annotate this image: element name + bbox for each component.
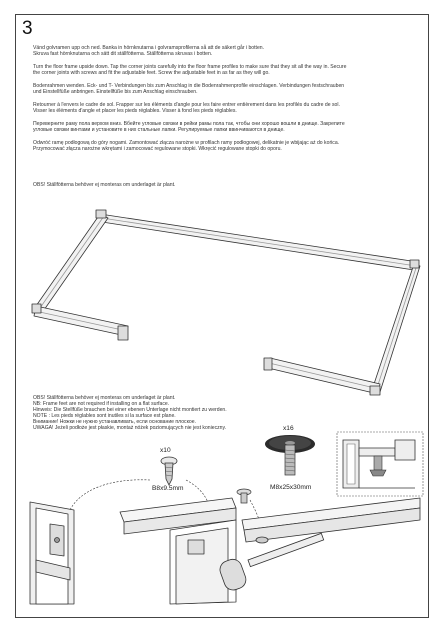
note-de: Hinweis: Die Stellfüße brauchen bei einer ebenen Unterlage nicht montiert zu werden. bbox=[33, 407, 227, 413]
note-en: NB: Frame feet are not required if installing on a flat surface. bbox=[33, 401, 170, 407]
note-ru: Внимание! Ножки не нужно устанавливать, если основание плоское. bbox=[33, 419, 196, 425]
paragraph-ru: Переверните раму пола верхом вниз. Вбейте угловые связки в рейки рамы пола так, чтобы они хорошо вошли в днище. Закрепите угловые связки винтами и установите в них стальные лапки. Регулируемые лапки ввинчиваются в днище. bbox=[33, 121, 345, 134]
paragraph-en: Turn the floor frame upside down. Tap the corner joints carefully into the floor frame profiles to make sure that they sit all the way in. Secure the corner joints with screws and fit the adjustable feet. Screw the adjustable feet in as far as they will go. bbox=[33, 64, 347, 77]
paragraph-sv: Vänd golvramen upp och ned. Banka in hörnknutarna i golvramsprofilerna så att de säkert går i botten. Skruva fast hörnknutarna och sätt dit ställfötterna. Ställfötterna skruvas i botten. bbox=[33, 45, 265, 58]
screw-size: B8x9.5mm bbox=[152, 485, 184, 492]
screw-quantity: x10 bbox=[160, 447, 171, 454]
paragraph-pl: Odwróć ramę podłogową do góry nogami. Zamontować złącza narożne w profilach ramy podłogowej, delikatnie je wbijając aż do końca. Przymocować złącza narożne wkrętami i zamocować regulowane stopki. Wkręcić regulowane stopki do oporu. bbox=[33, 140, 340, 153]
foot-size: M8x25x30mm bbox=[270, 484, 312, 491]
note-sv: OBS! Ställfötterna behöver ej monteras om underlaget är plant. bbox=[33, 395, 176, 401]
paragraph-de: Bodenrahmen wenden. Eck- und T- Verbindungen bis zum Anschlag in die Bodenrahmenprofile einschlagen. Verbindungen festschrauben und Einstellfüße anbringen. Einstellfüße bis zum Anschlag einschrauben. bbox=[33, 83, 345, 96]
note-pl: UWAGA! Jeżeli podłoże jest płaskie, montaż nóżek poziomujących nie jest konieczny. bbox=[33, 425, 227, 431]
step-number: 3 bbox=[22, 18, 33, 39]
foot-quantity: x16 bbox=[283, 425, 294, 432]
obs-note-top: OBS! Ställfötterna behöver ej monteras om underlaget är plant. bbox=[33, 182, 176, 188]
note-fr: NOTE : Les pieds réglables sont inutiles si la surface est plane. bbox=[33, 413, 176, 419]
paragraph-fr: Retourner à l'envers le cadre de sol. Frapper sur les éléments d'angle pour les faire entrer entièrement dans les profilés du cadre de sol. Visser les éléments d'angle et placer les pieds réglables. Visser à fond les pieds réglables. bbox=[33, 102, 340, 115]
